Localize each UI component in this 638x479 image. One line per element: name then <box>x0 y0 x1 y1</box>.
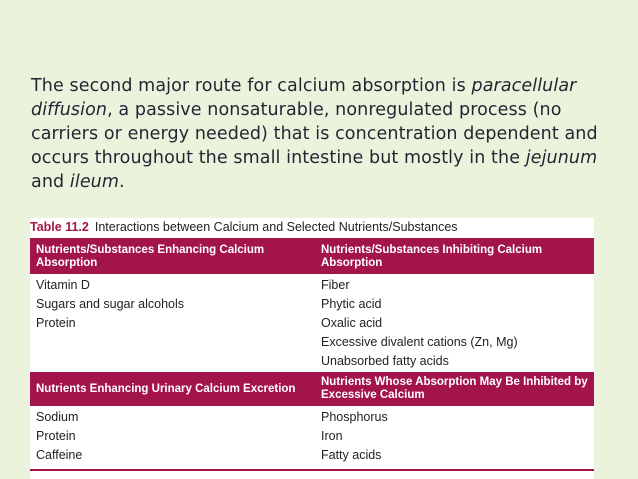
paragraph-text-1: The second major route for calcium absorption is <box>31 76 472 96</box>
paragraph-term-paracellular: paracellular diffusion <box>31 76 577 120</box>
table-row <box>30 274 594 372</box>
header-urinary-excretion: Nutrients Enhancing Urinary Calcium Excretion <box>36 382 296 395</box>
urinary-excretion-list <box>30 406 315 469</box>
list-item: Fatty acids <box>321 448 382 462</box>
table-image <box>30 218 594 479</box>
paragraph-text-2: , a passive nonsaturable, nonregulated process (no carriers or energy needed) that is concentration dependent and occurs throughout the small intestine but mostly in the <box>31 100 598 168</box>
table-caption <box>30 220 458 234</box>
table-number: Table 11.2 <box>30 220 89 234</box>
table-row <box>30 406 594 469</box>
list-item: Excessive divalent cations (Zn, Mg) <box>321 335 518 349</box>
paragraph-text-4: . <box>119 172 125 192</box>
table-header-row <box>30 372 594 406</box>
inhibiting-absorption-list <box>315 274 594 372</box>
list-item: Protein <box>36 316 76 330</box>
table-header-row <box>30 240 594 274</box>
list-item: Iron <box>321 429 343 443</box>
enhancing-absorption-list <box>30 274 315 372</box>
list-item: Sugars and sugar alcohols <box>36 297 185 311</box>
header-inhibited-by-calcium: Nutrients Whose Absorption May Be Inhibited by Excessive Calcium <box>321 376 588 401</box>
list-item: Unabsorbed fatty acids <box>321 354 449 368</box>
list-item: Protein <box>36 429 76 443</box>
table-bottom-rule <box>30 469 594 471</box>
paragraph-text-3: and <box>31 172 70 192</box>
header-inhibiting-absorption: Nutrients/Substances Inhibiting Calcium Absorption <box>321 244 543 269</box>
list-item: Oxalic acid <box>321 316 383 330</box>
list-item: Phosphorus <box>321 410 388 424</box>
interactions-table <box>30 238 594 471</box>
table-title: Interactions between Calcium and Selected Nutrients/Substances <box>94 220 458 234</box>
body-paragraph <box>31 74 611 194</box>
paragraph-term-jejunum: jejunum <box>525 148 598 168</box>
header-enhancing-absorption: Nutrients/Substances Enhancing Calcium Absorption <box>36 244 265 269</box>
list-item: Fiber <box>321 278 350 292</box>
list-item: Sodium <box>36 410 79 424</box>
paragraph-term-ileum: ileum <box>69 172 120 192</box>
list-item: Vitamin D <box>36 278 90 292</box>
list-item: Phytic acid <box>321 297 382 311</box>
list-item: Caffeine <box>36 448 83 462</box>
inhibited-by-calcium-list <box>315 406 594 469</box>
